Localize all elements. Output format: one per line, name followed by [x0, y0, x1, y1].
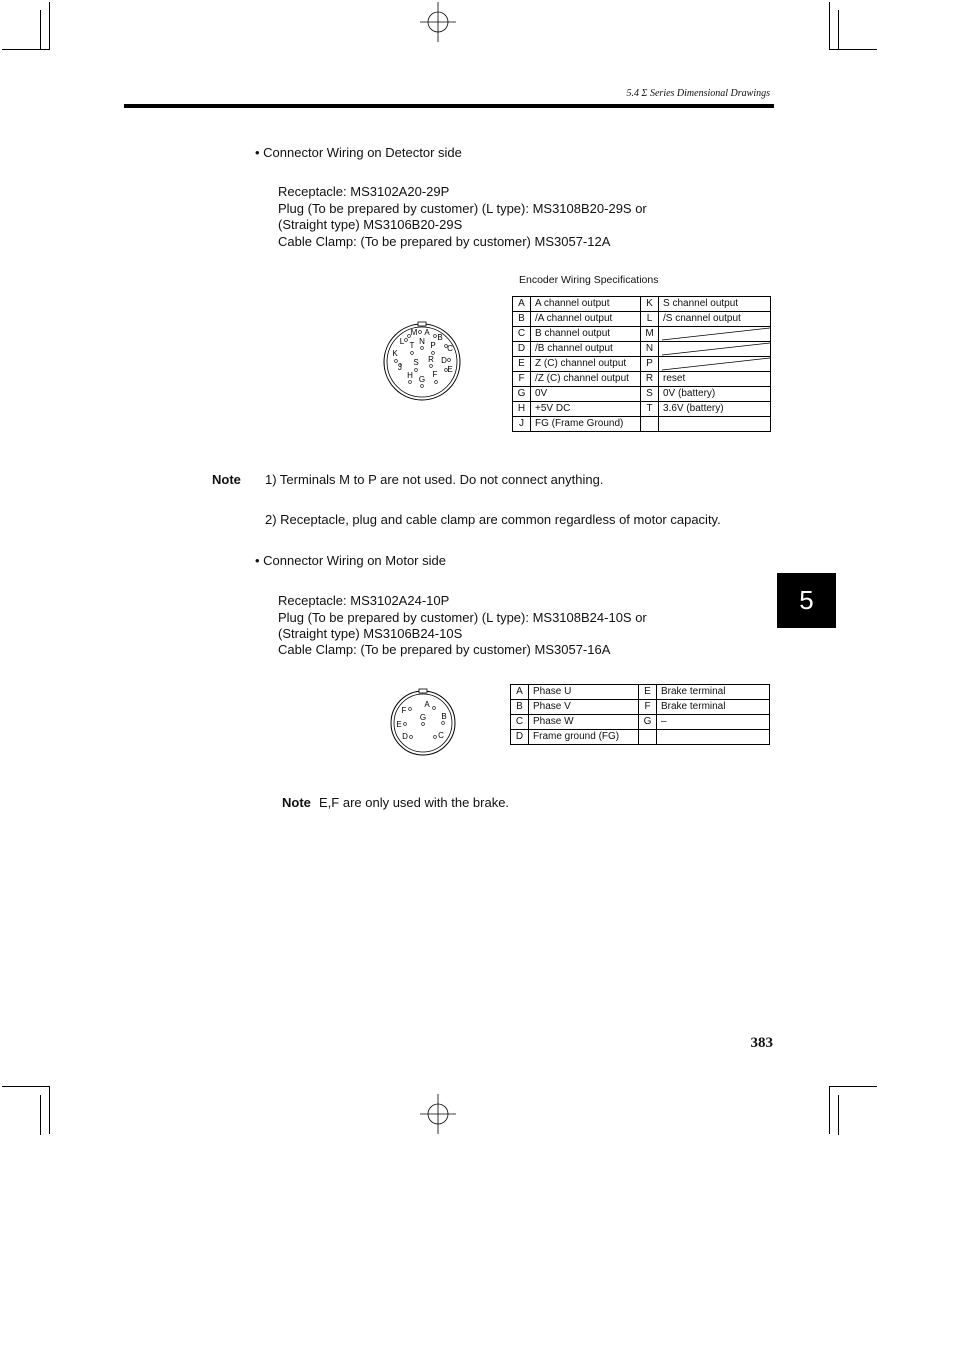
crop-mark — [838, 10, 839, 50]
pin-A: A — [424, 328, 430, 337]
table-row: J FG (Frame Ground) — [513, 417, 771, 432]
pin-A: A — [424, 700, 430, 709]
pin-B: B — [437, 333, 443, 342]
table-row: B Phase V F Brake terminal — [511, 700, 770, 715]
crop-mark — [838, 1095, 839, 1135]
crop-mark — [829, 49, 877, 50]
table-row: C Phase W G – — [511, 715, 770, 730]
registration-mark — [418, 1094, 458, 1134]
motor-wiring-table — [510, 684, 770, 745]
header-rule — [124, 104, 774, 108]
pin-G: G — [419, 713, 427, 722]
pin-J: J — [398, 363, 402, 372]
page-number: 383 — [750, 1035, 773, 1051]
pin-M: M — [410, 328, 418, 337]
table-row: E Z (C) channel output P — [513, 357, 771, 372]
crop-mark — [2, 1086, 50, 1087]
motor-heading: • Connector Wiring on Motor side — [255, 553, 446, 568]
note-2: 2) Receptacle, plug and cable clamp are common regardless of motor capacity. — [265, 512, 721, 527]
registration-mark — [418, 2, 458, 42]
motor-plug-straight: (Straight type) MS3106B24-10S — [278, 626, 463, 641]
table-row: B /A channel output L /S cnannel output — [513, 312, 771, 327]
table-row: A Phase U E Brake terminal — [511, 685, 770, 700]
pin-R: R — [428, 355, 434, 364]
pin-D: D — [402, 732, 408, 741]
table-row: H +5V DC T 3.6V (battery) — [513, 402, 771, 417]
note-1: 1) Terminals M to P are not used. Do not connect anything. — [265, 472, 604, 487]
pin-B: B — [441, 712, 447, 721]
pin-F: F — [401, 706, 407, 715]
crop-mark — [40, 10, 41, 50]
pin-H: H — [407, 371, 413, 380]
detector-cable-clamp: Cable Clamp: (To be prepared by customer) MS3057-12A — [278, 234, 611, 249]
pin-C: C — [447, 344, 453, 353]
unused-pins-strikethrough — [660, 326, 772, 372]
pin-G: G — [418, 375, 426, 384]
pin-C: C — [438, 731, 444, 740]
pin-P: P — [430, 341, 436, 350]
pin-E: E — [447, 365, 453, 374]
detector-heading: • Connector Wiring on Detector side — [255, 145, 462, 160]
detector-receptacle: Receptacle: MS3102A20-29P — [278, 184, 450, 199]
motor-receptacle: Receptacle: MS3102A24-10P — [278, 593, 450, 608]
motor-plug: Plug (To be prepared by customer) (L type): MS3108B24-10S or — [278, 610, 647, 625]
pin-N: N — [419, 337, 425, 346]
pin-D: D — [441, 356, 447, 365]
table-row: D /B channel output N — [513, 342, 771, 357]
note-label: Note — [212, 472, 241, 487]
detector-connector-diagram — [380, 320, 464, 404]
pin-S: S — [413, 358, 419, 367]
pin-T: T — [409, 341, 415, 350]
running-header: 5.4 Σ Series Dimensional Drawings — [626, 88, 770, 99]
crop-mark — [49, 2, 50, 50]
chapter-tab: 5 — [777, 573, 836, 628]
pin-K: K — [392, 349, 398, 358]
table-row: G 0V S 0V (battery) — [513, 387, 771, 402]
crop-mark — [829, 1086, 877, 1087]
pin-E: E — [396, 720, 402, 729]
detector-plug: Plug (To be prepared by customer) (L type): MS3108B20-29S or — [278, 201, 647, 216]
detector-plug-straight: (Straight type) MS3106B20-29S — [278, 217, 463, 232]
crop-mark — [829, 1086, 830, 1134]
motor-cable-clamp: Cable Clamp: (To be prepared by customer) MS3057-16A — [278, 642, 611, 657]
crop-mark — [40, 1095, 41, 1135]
crop-mark — [2, 49, 50, 50]
motor-note-label: Note — [282, 795, 311, 810]
pin-L: L — [399, 337, 405, 346]
table-row: F /Z (C) channel output R reset — [513, 372, 771, 387]
table-row: D Frame ground (FG) — [511, 730, 770, 745]
crop-mark — [49, 1086, 50, 1134]
motor-connector-diagram — [388, 688, 458, 758]
motor-note-text: E,F are only used with the brake. — [319, 795, 510, 810]
pin-F: F — [432, 370, 438, 379]
crop-mark — [829, 2, 830, 50]
table-row: C B channel output M — [513, 327, 771, 342]
table-row: A A channel output K S channel output — [513, 297, 771, 312]
encoder-table-caption: Encoder Wiring Specifications — [519, 274, 659, 286]
